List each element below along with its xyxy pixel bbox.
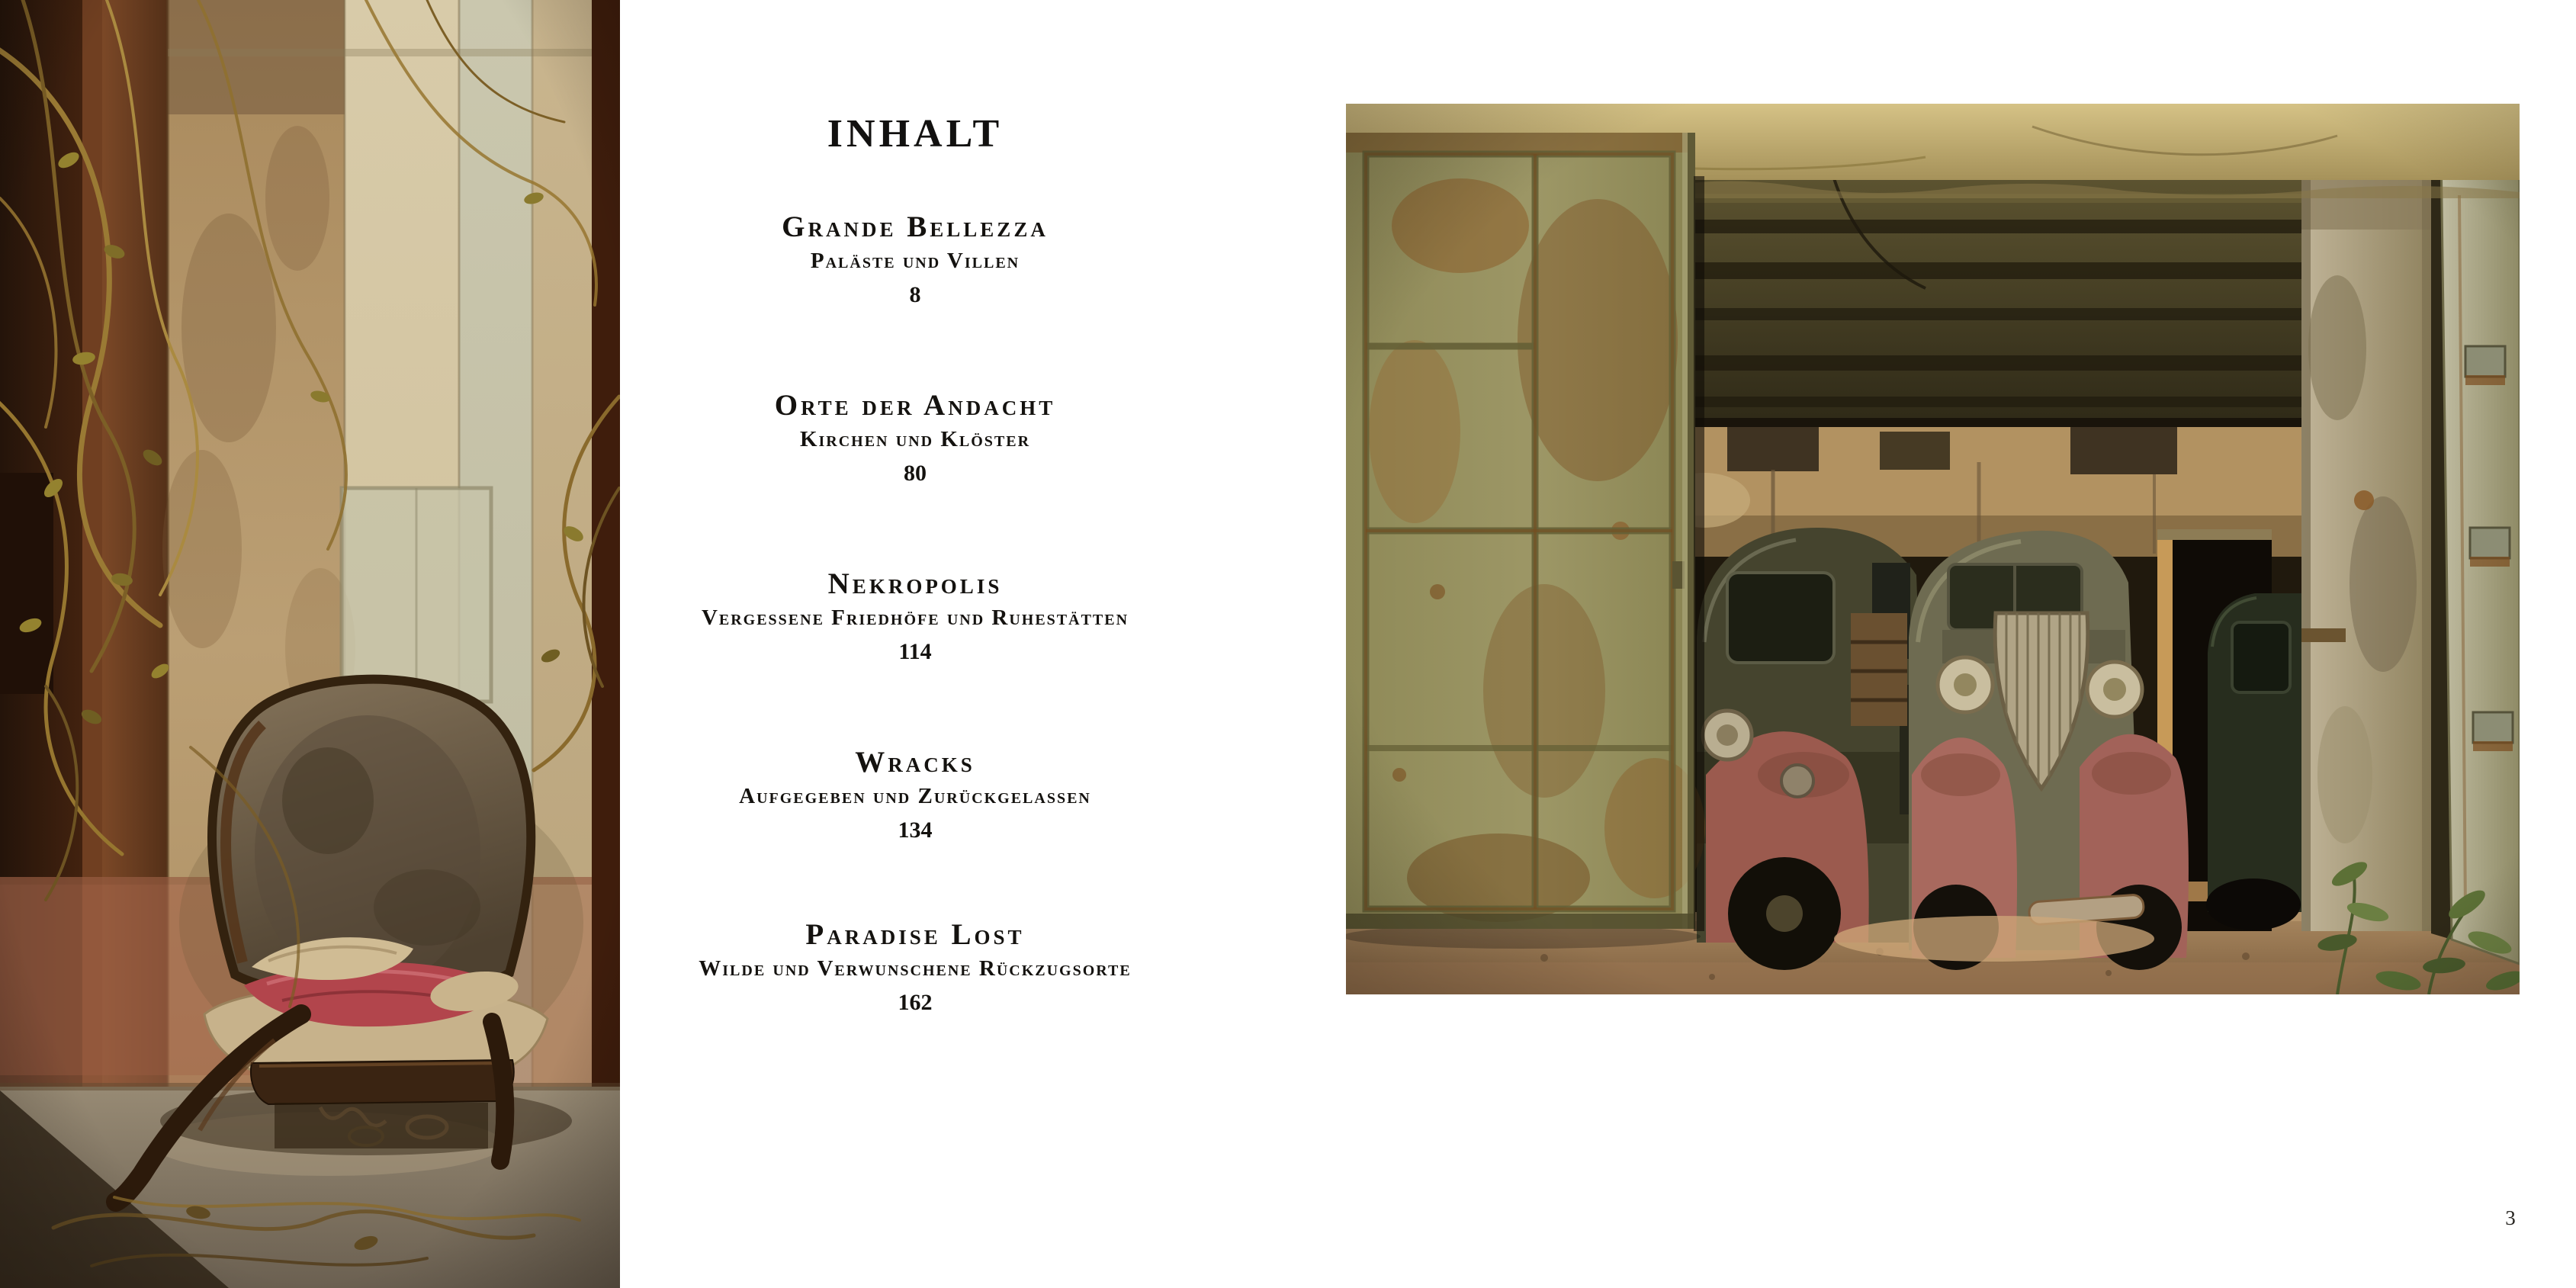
chapter-subtitle: Vergessene Friedhöfe und Ruhestätten [701,605,1129,630]
chapter-subtitle: Aufgegeben und Zurückgelassen [739,783,1091,808]
chapter-subtitle: Kirchen und Klöster [799,426,1031,451]
toc-entry-orte-der-andacht [580,389,1251,487]
chapter-page: 162 [898,990,933,1016]
armchair-photo-illustration [0,0,620,1288]
toc-entry-grande-bellezza [580,210,1251,308]
toc-heading: INHALT [827,112,1004,156]
garage-photo-illustration [1346,104,2520,994]
chapter-title: Orte der Andacht [774,389,1056,422]
right-page-photo-garage-cars [1346,104,2520,994]
chapter-page: 8 [909,282,921,308]
chapter-title: Paradise Lost [805,918,1025,951]
chapter-subtitle: Paläste und Villen [810,248,1020,273]
chapter-page: 134 [898,817,933,843]
chapter-page: 80 [904,461,927,487]
table-of-contents [580,0,1251,1288]
toc-entry-paradise-lost [580,918,1251,1016]
chapter-title: Grande Bellezza [782,210,1049,243]
left-page-photo-armchair [0,0,620,1288]
toc-entry-wracks [580,746,1251,843]
chapter-title: Nekropolis [827,567,1003,600]
chapter-subtitle: Wilde und Verwunschene Rückzugsorte [699,956,1132,981]
chapter-page: 114 [898,639,932,665]
page-number: 3 [2505,1206,2516,1229]
toc-entry-nekropolis [580,567,1251,665]
chapter-title: Wracks [855,746,975,779]
